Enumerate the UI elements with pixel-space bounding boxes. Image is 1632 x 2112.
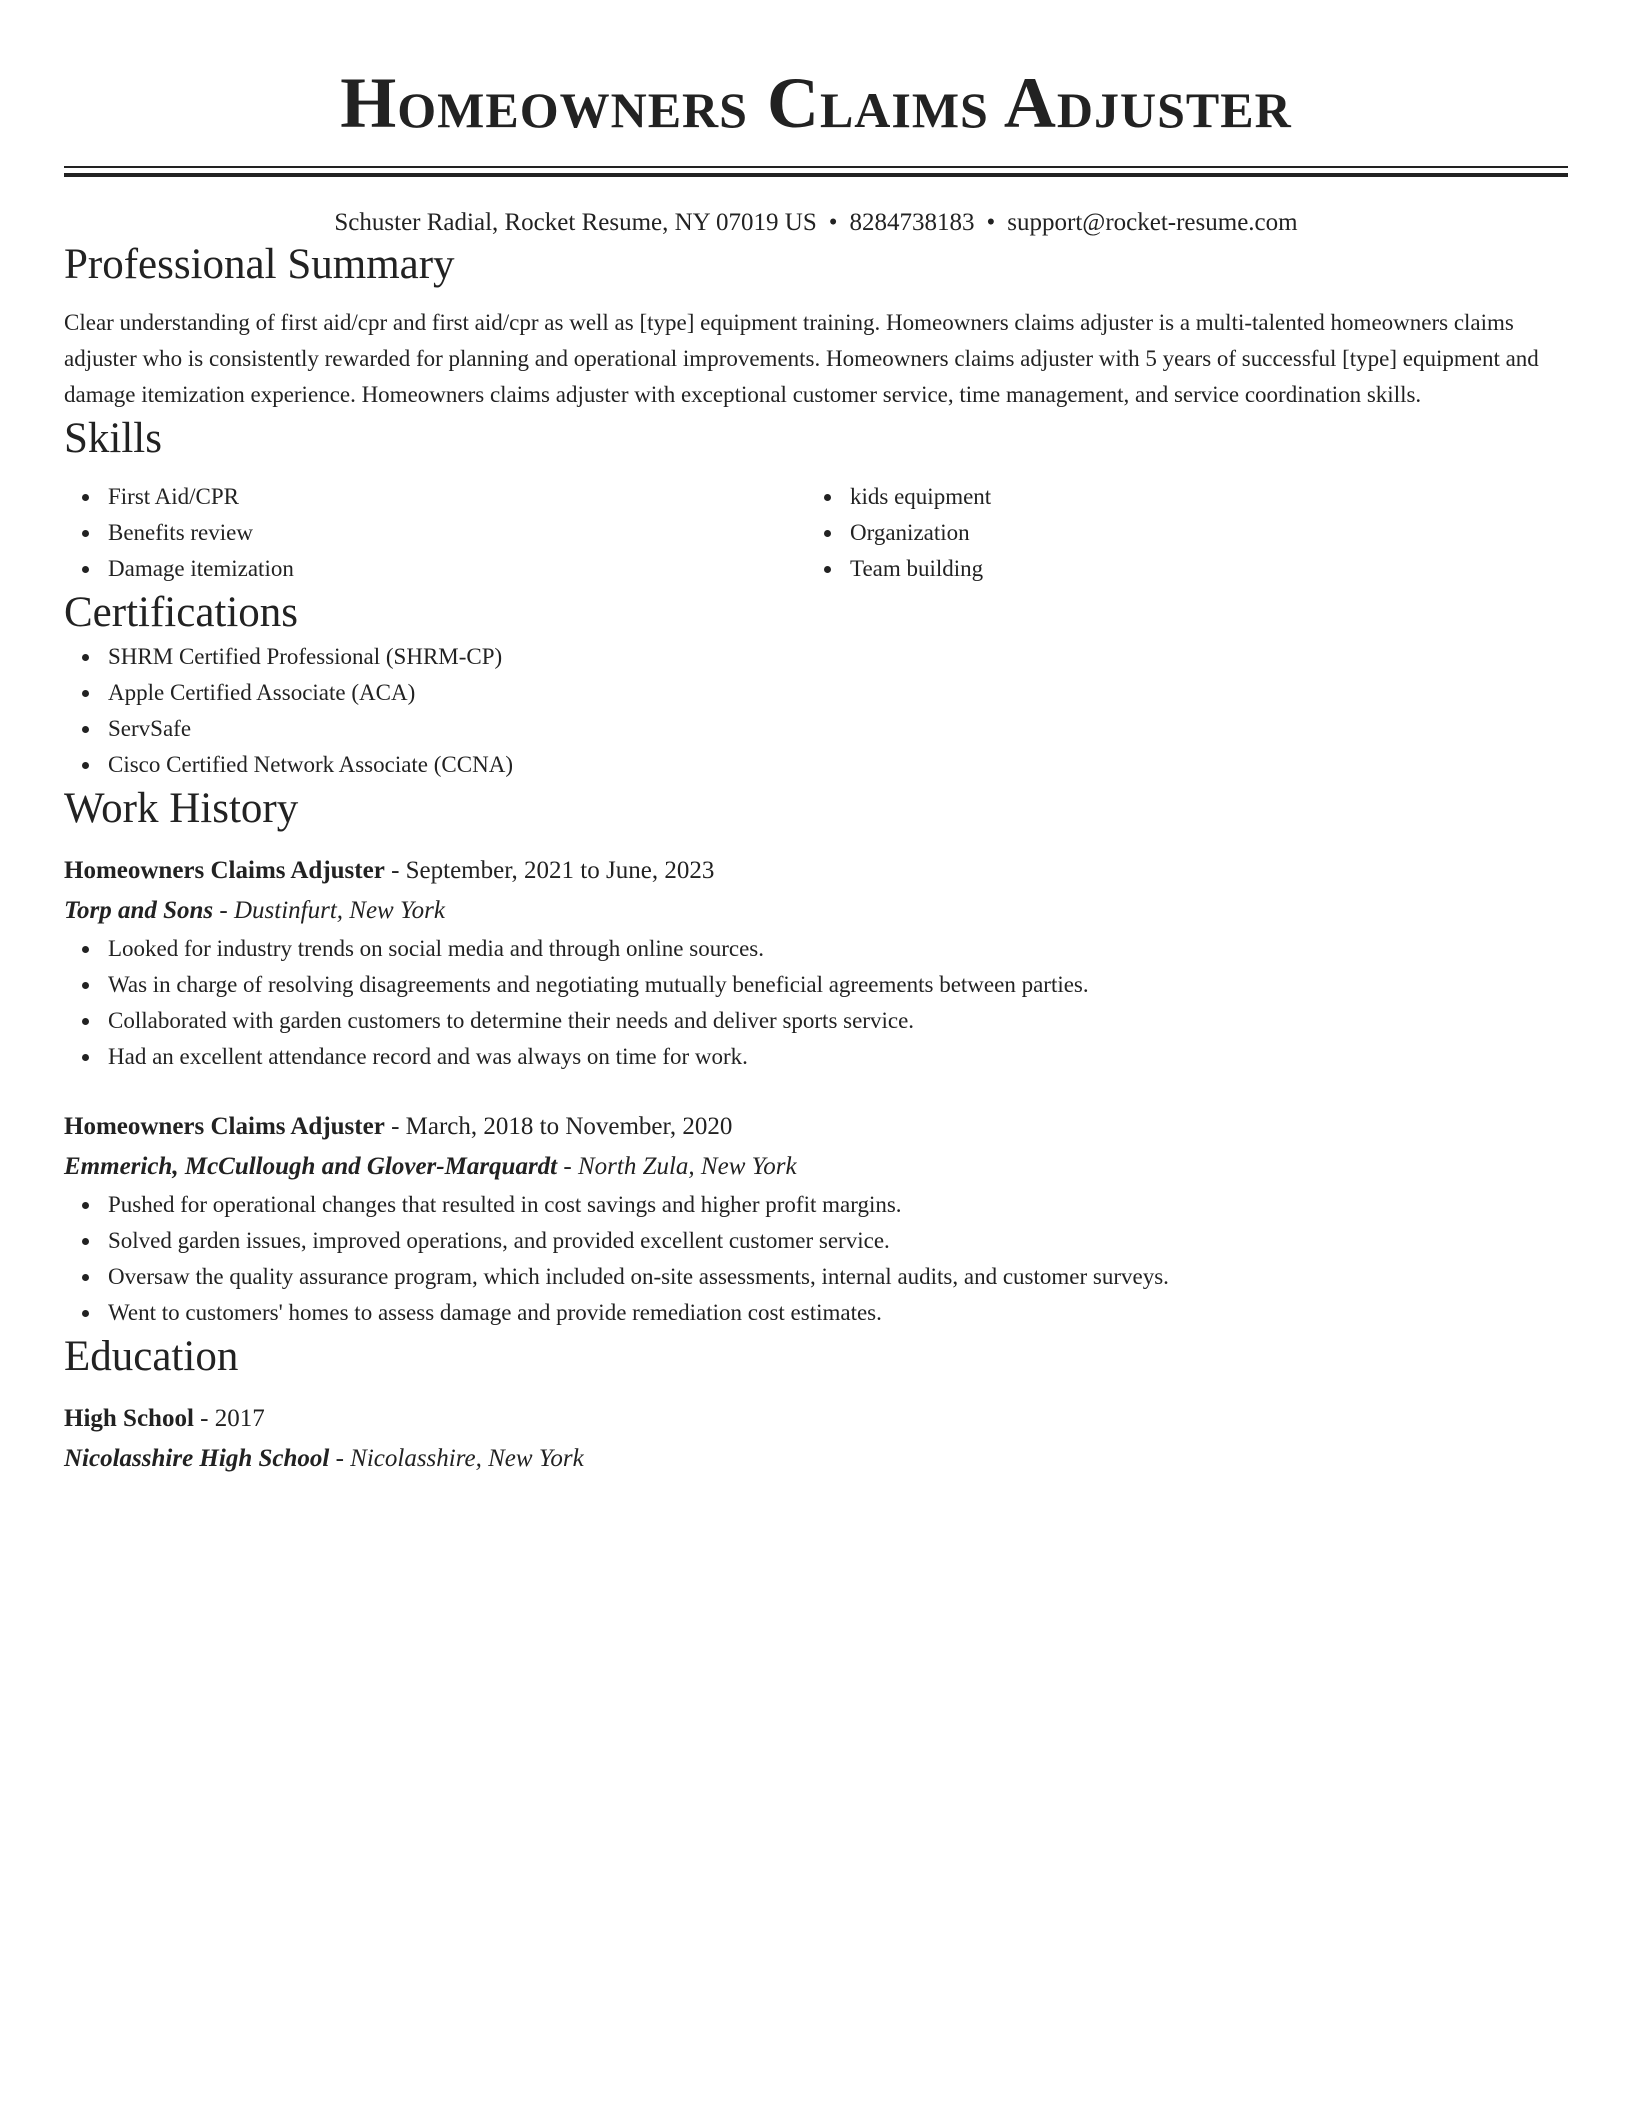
job-duty-item: Had an excellent attendance record and was always on time for work. <box>108 1039 1568 1075</box>
job-title-line <box>64 851 1568 891</box>
dash: - <box>219 897 228 924</box>
divider-thick-line <box>64 173 1568 177</box>
education-school-line <box>64 1439 1568 1479</box>
job-company: Torp and Sons <box>64 897 214 924</box>
dash: - <box>563 1153 572 1180</box>
contact-phone: 8284738183 <box>849 209 975 236</box>
certifications-list <box>64 639 1568 783</box>
bullet-separator: • <box>986 209 996 236</box>
education-degree: High School <box>64 1405 194 1432</box>
certification-item: Cisco Certified Network Associate (CCNA) <box>108 747 1568 783</box>
job-dates: September, 2021 to June, 2023 <box>405 857 715 884</box>
job-title: Homeowners Claims Adjuster <box>64 1113 385 1140</box>
education-school: Nicolasshire High School <box>64 1445 330 1472</box>
job-duty-item: Solved garden issues, improved operations, and provided excellent customer service. <box>108 1223 1568 1259</box>
skills-list-left <box>64 479 806 587</box>
dash: - <box>391 857 400 884</box>
contact-line <box>64 207 1568 239</box>
job-dates: March, 2018 to November, 2020 <box>405 1113 733 1140</box>
job-duty-item: Pushed for operational changes that resulted in cost savings and higher profit margins. <box>108 1187 1568 1223</box>
job-duties-list <box>64 1187 1568 1331</box>
bullet-separator: • <box>828 209 838 236</box>
skill-item: Damage itemization <box>108 551 806 587</box>
resume-name: Homeowners Claims Adjuster <box>340 63 1292 143</box>
certifications-heading: Certifications <box>64 589 299 636</box>
education-location: Nicolasshire, New York <box>350 1445 584 1472</box>
job-duty-item: Was in charge of resolving disagreements and negotiating mutually beneficial agreements between parties. <box>108 967 1568 1003</box>
skills-column-right <box>806 479 1548 587</box>
skills-grid <box>64 479 1568 587</box>
divider-thin-line <box>64 166 1568 168</box>
certification-item: ServSafe <box>108 711 1568 747</box>
job-duty-item: Collaborated with garden customers to determine their needs and deliver sports service. <box>108 1003 1568 1039</box>
dash: - <box>335 1445 344 1472</box>
education-heading: Education <box>64 1333 239 1380</box>
skill-item: kids equipment <box>850 479 1548 515</box>
skills-heading: Skills <box>64 415 162 462</box>
education-entry <box>64 1399 1568 1479</box>
work-history-heading: Work History <box>64 785 299 832</box>
job-location: Dustinfurt, New York <box>233 897 445 924</box>
certification-item: Apple Certified Associate (ACA) <box>108 675 1568 711</box>
job-duty-item: Oversaw the quality assurance program, which included on-site assessments, internal audits, and customer surveys. <box>108 1259 1568 1295</box>
job-company: Emmerich, McCullough and Glover-Marquardt <box>64 1153 558 1180</box>
job-location: North Zula, New York <box>577 1153 797 1180</box>
contact-address: Schuster Radial, Rocket Resume, NY 07019 US <box>334 209 817 236</box>
skill-item: Organization <box>850 515 1548 551</box>
job-duty-item: Went to customers' homes to assess damage and provide remediation cost estimates. <box>108 1295 1568 1331</box>
skills-column-left <box>64 479 806 587</box>
skill-item: Team building <box>850 551 1548 587</box>
job-entry <box>64 851 1568 1075</box>
skill-item: First Aid/CPR <box>108 479 806 515</box>
job-company-line <box>64 891 1568 931</box>
skill-item: Benefits review <box>108 515 806 551</box>
education-degree-line <box>64 1399 1568 1439</box>
certification-item: SHRM Certified Professional (SHRM-CP) <box>108 639 1568 675</box>
header-divider <box>64 166 1568 177</box>
skills-list-right <box>806 479 1548 587</box>
education-year: 2017 <box>214 1405 265 1432</box>
job-duties-list <box>64 931 1568 1075</box>
summary-heading: Professional Summary <box>64 241 455 288</box>
job-company-line <box>64 1147 1568 1187</box>
job-entry <box>64 1107 1568 1331</box>
dash: - <box>391 1113 400 1140</box>
job-title-line <box>64 1107 1568 1147</box>
job-duty-item: Looked for industry trends on social media and through online sources. <box>108 931 1568 967</box>
contact-email: support@rocket-resume.com <box>1007 209 1298 236</box>
dash: - <box>200 1405 209 1432</box>
summary-text: Clear understanding of first aid/cpr and first aid/cpr as well as [type] equipment training. Homeowners claims adjuster is a multi-talented homeowners claims adjuster who is consistently rewarded for planning and operational improvements. Homeowners claims adjuster with 5 years of successful [type] equipment and damage itemization experience. Homeowners claims adjuster with exceptional customer service, time management, and service coordination skills. <box>64 310 1539 407</box>
job-title: Homeowners Claims Adjuster <box>64 857 385 884</box>
